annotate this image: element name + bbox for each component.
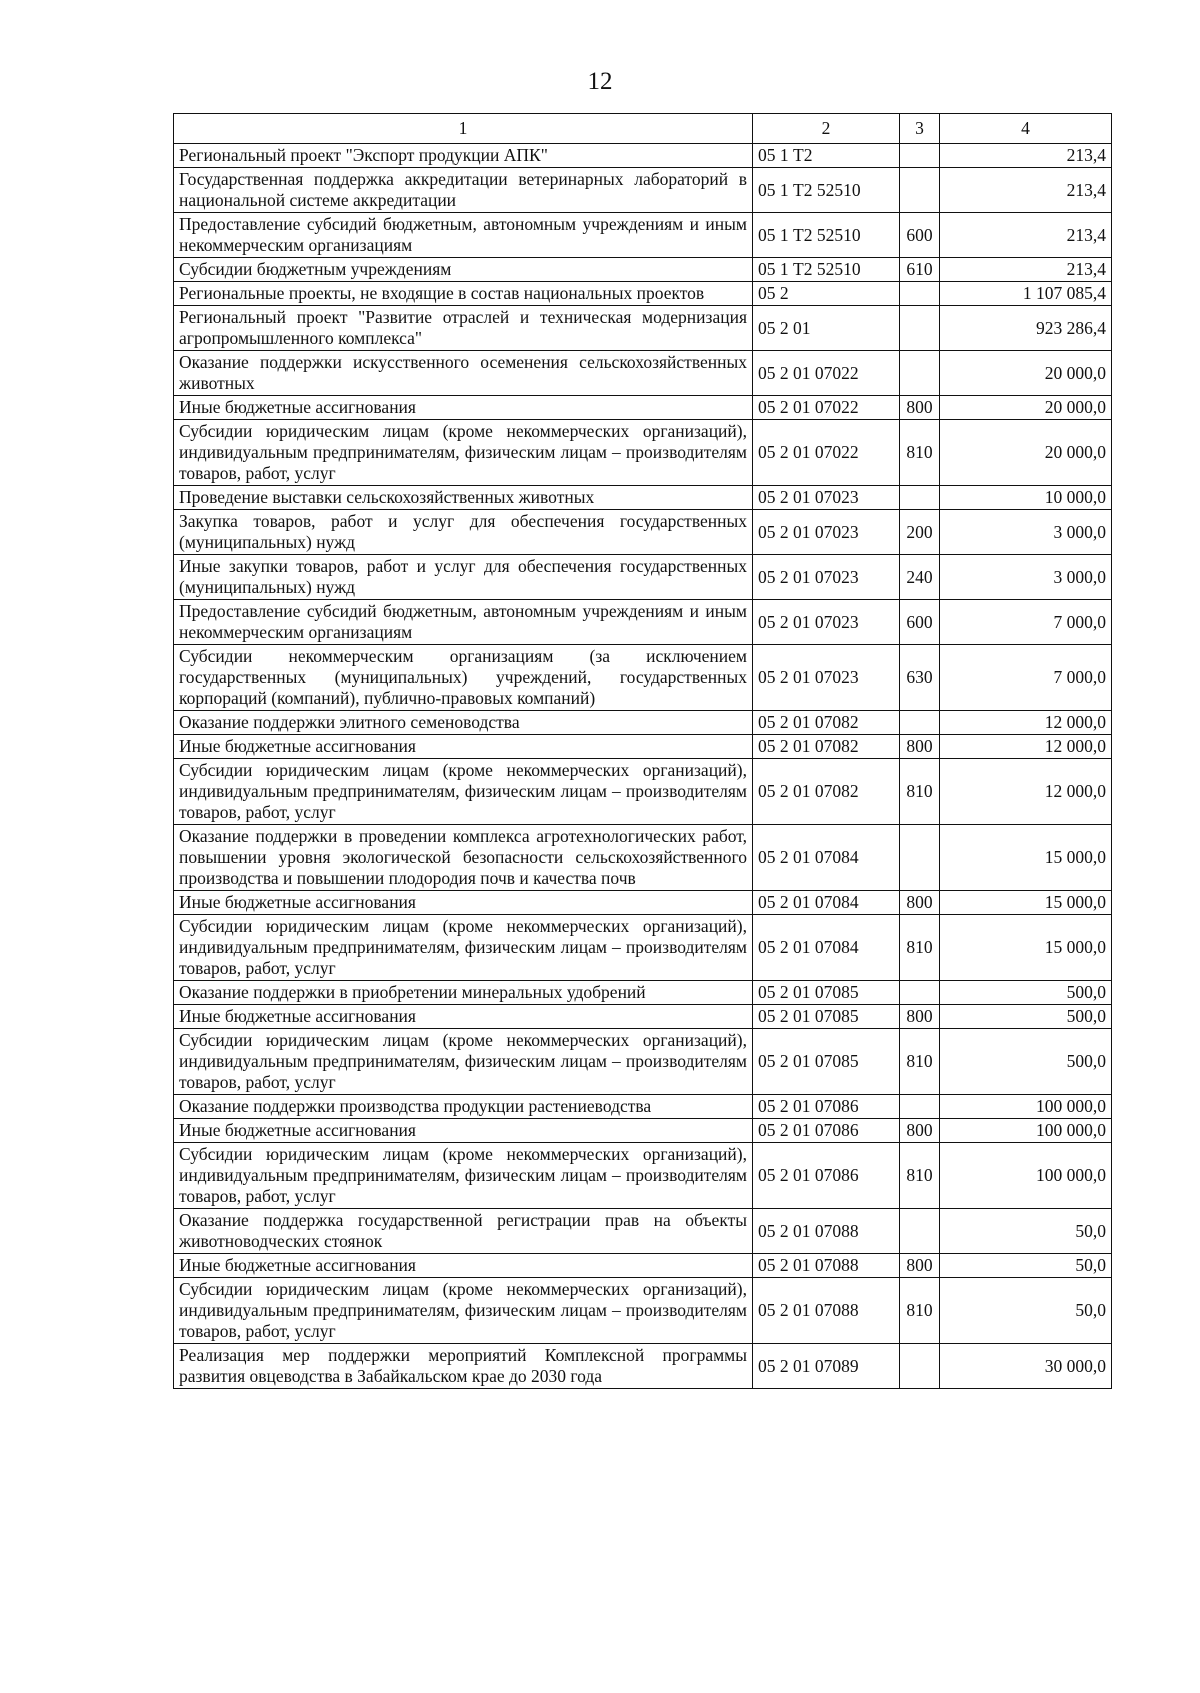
row-expense-type: 600 bbox=[900, 600, 940, 645]
row-name: Субсидии юридическим лицам (кроме некоммерческих организаций), индивидуальным предпринимателям, физическим лицам – производителям товаров, работ, услуг bbox=[174, 1029, 753, 1095]
table-row bbox=[174, 915, 1112, 981]
row-sum: 20 000,0 bbox=[940, 351, 1112, 396]
column-header-1: 1 bbox=[174, 114, 753, 144]
table-row bbox=[174, 420, 1112, 486]
row-sum: 100 000,0 bbox=[940, 1143, 1112, 1209]
row-code: 05 2 01 07022 bbox=[753, 420, 900, 486]
row-name: Иные бюджетные ассигнования bbox=[174, 1254, 753, 1278]
row-sum: 12 000,0 bbox=[940, 711, 1112, 735]
row-sum: 100 000,0 bbox=[940, 1119, 1112, 1143]
table-row bbox=[174, 396, 1112, 420]
row-sum: 15 000,0 bbox=[940, 825, 1112, 891]
row-expense-type: 810 bbox=[900, 759, 940, 825]
table-row bbox=[174, 1143, 1112, 1209]
row-expense-type bbox=[900, 144, 940, 168]
row-expense-type: 810 bbox=[900, 1029, 940, 1095]
row-name: Иные бюджетные ассигнования bbox=[174, 396, 753, 420]
row-expense-type bbox=[900, 981, 940, 1005]
row-code: 05 2 01 07085 bbox=[753, 1005, 900, 1029]
row-sum: 213,4 bbox=[940, 258, 1112, 282]
row-expense-type bbox=[900, 1095, 940, 1119]
row-name: Оказание поддержки элитного семеноводства bbox=[174, 711, 753, 735]
row-sum: 923 286,4 bbox=[940, 306, 1112, 351]
table-row bbox=[174, 1029, 1112, 1095]
row-expense-type bbox=[900, 1209, 940, 1254]
row-expense-type bbox=[900, 486, 940, 510]
row-sum: 12 000,0 bbox=[940, 759, 1112, 825]
table-row bbox=[174, 1278, 1112, 1344]
row-code: 05 1 Т2 52510 bbox=[753, 213, 900, 258]
row-expense-type: 810 bbox=[900, 420, 940, 486]
row-name: Реализация мер поддержки мероприятий Комплексной программы развития овцеводства в Забайкальском крае до 2030 года bbox=[174, 1344, 753, 1389]
row-name: Оказание поддержка государственной регистрации прав на объекты животноводческих стоянок bbox=[174, 1209, 753, 1254]
row-code: 05 1 Т2 52510 bbox=[753, 258, 900, 282]
row-code: 05 2 01 07023 bbox=[753, 555, 900, 600]
row-expense-type: 200 bbox=[900, 510, 940, 555]
column-header-2: 2 bbox=[753, 114, 900, 144]
row-sum: 30 000,0 bbox=[940, 1344, 1112, 1389]
table-row bbox=[174, 825, 1112, 891]
row-name: Субсидии некоммерческим организациям (за исключением государственных (муниципальных) учреждений, государственных корпораций (компаний), публично-правовых компаний) bbox=[174, 645, 753, 711]
row-name: Субсидии бюджетным учреждениям bbox=[174, 258, 753, 282]
table-row bbox=[174, 486, 1112, 510]
table-row bbox=[174, 1119, 1112, 1143]
row-expense-type: 800 bbox=[900, 735, 940, 759]
row-name: Оказание поддержки в проведении комплекса агротехнологических работ, повышении уровня экологической безопасности сельскохозяйственного производства и повышении плодородия почв и качества почв bbox=[174, 825, 753, 891]
row-code: 05 2 01 07088 bbox=[753, 1209, 900, 1254]
row-code: 05 2 01 07085 bbox=[753, 1029, 900, 1095]
row-name: Иные закупки товаров, работ и услуг для обеспечения государственных (муниципальных) нужд bbox=[174, 555, 753, 600]
row-code: 05 2 01 07082 bbox=[753, 759, 900, 825]
table-row bbox=[174, 555, 1112, 600]
row-code: 05 2 01 07084 bbox=[753, 891, 900, 915]
row-name: Закупка товаров, работ и услуг для обеспечения государственных (муниципальных) нужд bbox=[174, 510, 753, 555]
table-row bbox=[174, 282, 1112, 306]
row-sum: 50,0 bbox=[940, 1278, 1112, 1344]
table-row bbox=[174, 981, 1112, 1005]
row-name: Региональный проект "Экспорт продукции АПК" bbox=[174, 144, 753, 168]
row-sum: 20 000,0 bbox=[940, 396, 1112, 420]
row-expense-type: 810 bbox=[900, 1143, 940, 1209]
table-row bbox=[174, 759, 1112, 825]
row-sum: 10 000,0 bbox=[940, 486, 1112, 510]
row-sum: 50,0 bbox=[940, 1209, 1112, 1254]
row-name: Субсидии юридическим лицам (кроме некоммерческих организаций), индивидуальным предпринимателям, физическим лицам – производителям товаров, работ, услуг bbox=[174, 915, 753, 981]
row-code: 05 1 Т2 52510 bbox=[753, 168, 900, 213]
table-row bbox=[174, 1344, 1112, 1389]
row-expense-type bbox=[900, 351, 940, 396]
row-name: Региональные проекты, не входящие в состав национальных проектов bbox=[174, 282, 753, 306]
row-name: Иные бюджетные ассигнования bbox=[174, 1119, 753, 1143]
row-name: Предоставление субсидий бюджетным, автономным учреждениям и иным некоммерческим организациям bbox=[174, 213, 753, 258]
row-sum: 50,0 bbox=[940, 1254, 1112, 1278]
table-row bbox=[174, 1209, 1112, 1254]
row-code: 05 2 01 07023 bbox=[753, 510, 900, 555]
row-sum: 213,4 bbox=[940, 213, 1112, 258]
row-sum: 7 000,0 bbox=[940, 645, 1112, 711]
row-sum: 3 000,0 bbox=[940, 555, 1112, 600]
row-code: 05 2 01 07023 bbox=[753, 645, 900, 711]
row-sum: 213,4 bbox=[940, 144, 1112, 168]
row-name: Региональный проект "Развитие отраслей и техническая модернизация агропромышленного комплекса" bbox=[174, 306, 753, 351]
row-code: 05 2 01 07022 bbox=[753, 396, 900, 420]
table-row bbox=[174, 306, 1112, 351]
row-expense-type: 800 bbox=[900, 1254, 940, 1278]
row-code: 05 1 Т2 bbox=[753, 144, 900, 168]
table-row bbox=[174, 258, 1112, 282]
row-name: Оказание поддержки искусственного осеменения сельскохозяйственных животных bbox=[174, 351, 753, 396]
row-code: 05 2 01 07088 bbox=[753, 1254, 900, 1278]
row-expense-type: 600 bbox=[900, 213, 940, 258]
row-code: 05 2 01 07022 bbox=[753, 351, 900, 396]
row-expense-type: 610 bbox=[900, 258, 940, 282]
row-code: 05 2 01 07085 bbox=[753, 981, 900, 1005]
column-header-4: 4 bbox=[940, 114, 1112, 144]
table-header-row bbox=[174, 114, 1112, 144]
row-sum: 7 000,0 bbox=[940, 600, 1112, 645]
table-row bbox=[174, 600, 1112, 645]
row-name: Государственная поддержка аккредитации ветеринарных лабораторий в национальной системе аккредитации bbox=[174, 168, 753, 213]
row-name: Оказание поддержки в приобретении минеральных удобрений bbox=[174, 981, 753, 1005]
row-code: 05 2 01 07088 bbox=[753, 1278, 900, 1344]
row-expense-type bbox=[900, 282, 940, 306]
row-sum: 15 000,0 bbox=[940, 915, 1112, 981]
row-expense-type bbox=[900, 1344, 940, 1389]
table-row bbox=[174, 510, 1112, 555]
row-expense-type: 630 bbox=[900, 645, 940, 711]
row-name: Иные бюджетные ассигнования bbox=[174, 891, 753, 915]
row-sum: 500,0 bbox=[940, 1005, 1112, 1029]
row-sum: 1 107 085,4 bbox=[940, 282, 1112, 306]
page-number: 12 bbox=[587, 68, 613, 95]
row-name: Субсидии юридическим лицам (кроме некоммерческих организаций), индивидуальным предпринимателям, физическим лицам – производителям товаров, работ, услуг bbox=[174, 1278, 753, 1344]
table-row bbox=[174, 1095, 1112, 1119]
row-sum: 500,0 bbox=[940, 981, 1112, 1005]
row-sum: 15 000,0 bbox=[940, 891, 1112, 915]
row-expense-type: 800 bbox=[900, 1119, 940, 1143]
table-row bbox=[174, 645, 1112, 711]
row-name: Оказание поддержки производства продукции растениеводства bbox=[174, 1095, 753, 1119]
table-row bbox=[174, 891, 1112, 915]
row-sum: 3 000,0 bbox=[940, 510, 1112, 555]
row-expense-type bbox=[900, 825, 940, 891]
row-name: Субсидии юридическим лицам (кроме некоммерческих организаций), индивидуальным предпринимателям, физическим лицам – производителям товаров, работ, услуг bbox=[174, 420, 753, 486]
row-sum: 20 000,0 bbox=[940, 420, 1112, 486]
row-name: Иные бюджетные ассигнования bbox=[174, 735, 753, 759]
table-row bbox=[174, 1005, 1112, 1029]
table-row bbox=[174, 168, 1112, 213]
table-row bbox=[174, 735, 1112, 759]
row-code: 05 2 01 07086 bbox=[753, 1119, 900, 1143]
row-sum: 213,4 bbox=[940, 168, 1112, 213]
row-sum: 100 000,0 bbox=[940, 1095, 1112, 1119]
row-expense-type: 810 bbox=[900, 915, 940, 981]
row-expense-type: 800 bbox=[900, 396, 940, 420]
row-sum: 500,0 bbox=[940, 1029, 1112, 1095]
row-code: 05 2 bbox=[753, 282, 900, 306]
column-header-3: 3 bbox=[900, 114, 940, 144]
row-expense-type: 810 bbox=[900, 1278, 940, 1344]
budget-table bbox=[173, 113, 1112, 1389]
row-code: 05 2 01 07084 bbox=[753, 825, 900, 891]
row-code: 05 2 01 07082 bbox=[753, 711, 900, 735]
row-code: 05 2 01 07023 bbox=[753, 600, 900, 645]
row-expense-type: 800 bbox=[900, 891, 940, 915]
row-name: Субсидии юридическим лицам (кроме некоммерческих организаций), индивидуальным предпринимателям, физическим лицам – производителям товаров, работ, услуг bbox=[174, 759, 753, 825]
row-sum: 12 000,0 bbox=[940, 735, 1112, 759]
row-code: 05 2 01 07086 bbox=[753, 1143, 900, 1209]
table-row bbox=[174, 351, 1112, 396]
row-code: 05 2 01 07023 bbox=[753, 486, 900, 510]
row-expense-type bbox=[900, 168, 940, 213]
table-row bbox=[174, 213, 1112, 258]
table-body bbox=[174, 144, 1112, 1389]
row-name: Предоставление субсидий бюджетным, автономным учреждениям и иным некоммерческим организациям bbox=[174, 600, 753, 645]
row-name: Проведение выставки сельскохозяйственных животных bbox=[174, 486, 753, 510]
row-code: 05 2 01 07082 bbox=[753, 735, 900, 759]
row-expense-type: 800 bbox=[900, 1005, 940, 1029]
row-expense-type: 240 bbox=[900, 555, 940, 600]
table-row bbox=[174, 1254, 1112, 1278]
row-code: 05 2 01 bbox=[753, 306, 900, 351]
row-code: 05 2 01 07086 bbox=[753, 1095, 900, 1119]
row-expense-type bbox=[900, 306, 940, 351]
row-name: Субсидии юридическим лицам (кроме некоммерческих организаций), индивидуальным предпринимателям, физическим лицам – производителям товаров, работ, услуг bbox=[174, 1143, 753, 1209]
row-name: Иные бюджетные ассигнования bbox=[174, 1005, 753, 1029]
table-row bbox=[174, 144, 1112, 168]
row-expense-type bbox=[900, 711, 940, 735]
table-row bbox=[174, 711, 1112, 735]
row-code: 05 2 01 07089 bbox=[753, 1344, 900, 1389]
row-code: 05 2 01 07084 bbox=[753, 915, 900, 981]
